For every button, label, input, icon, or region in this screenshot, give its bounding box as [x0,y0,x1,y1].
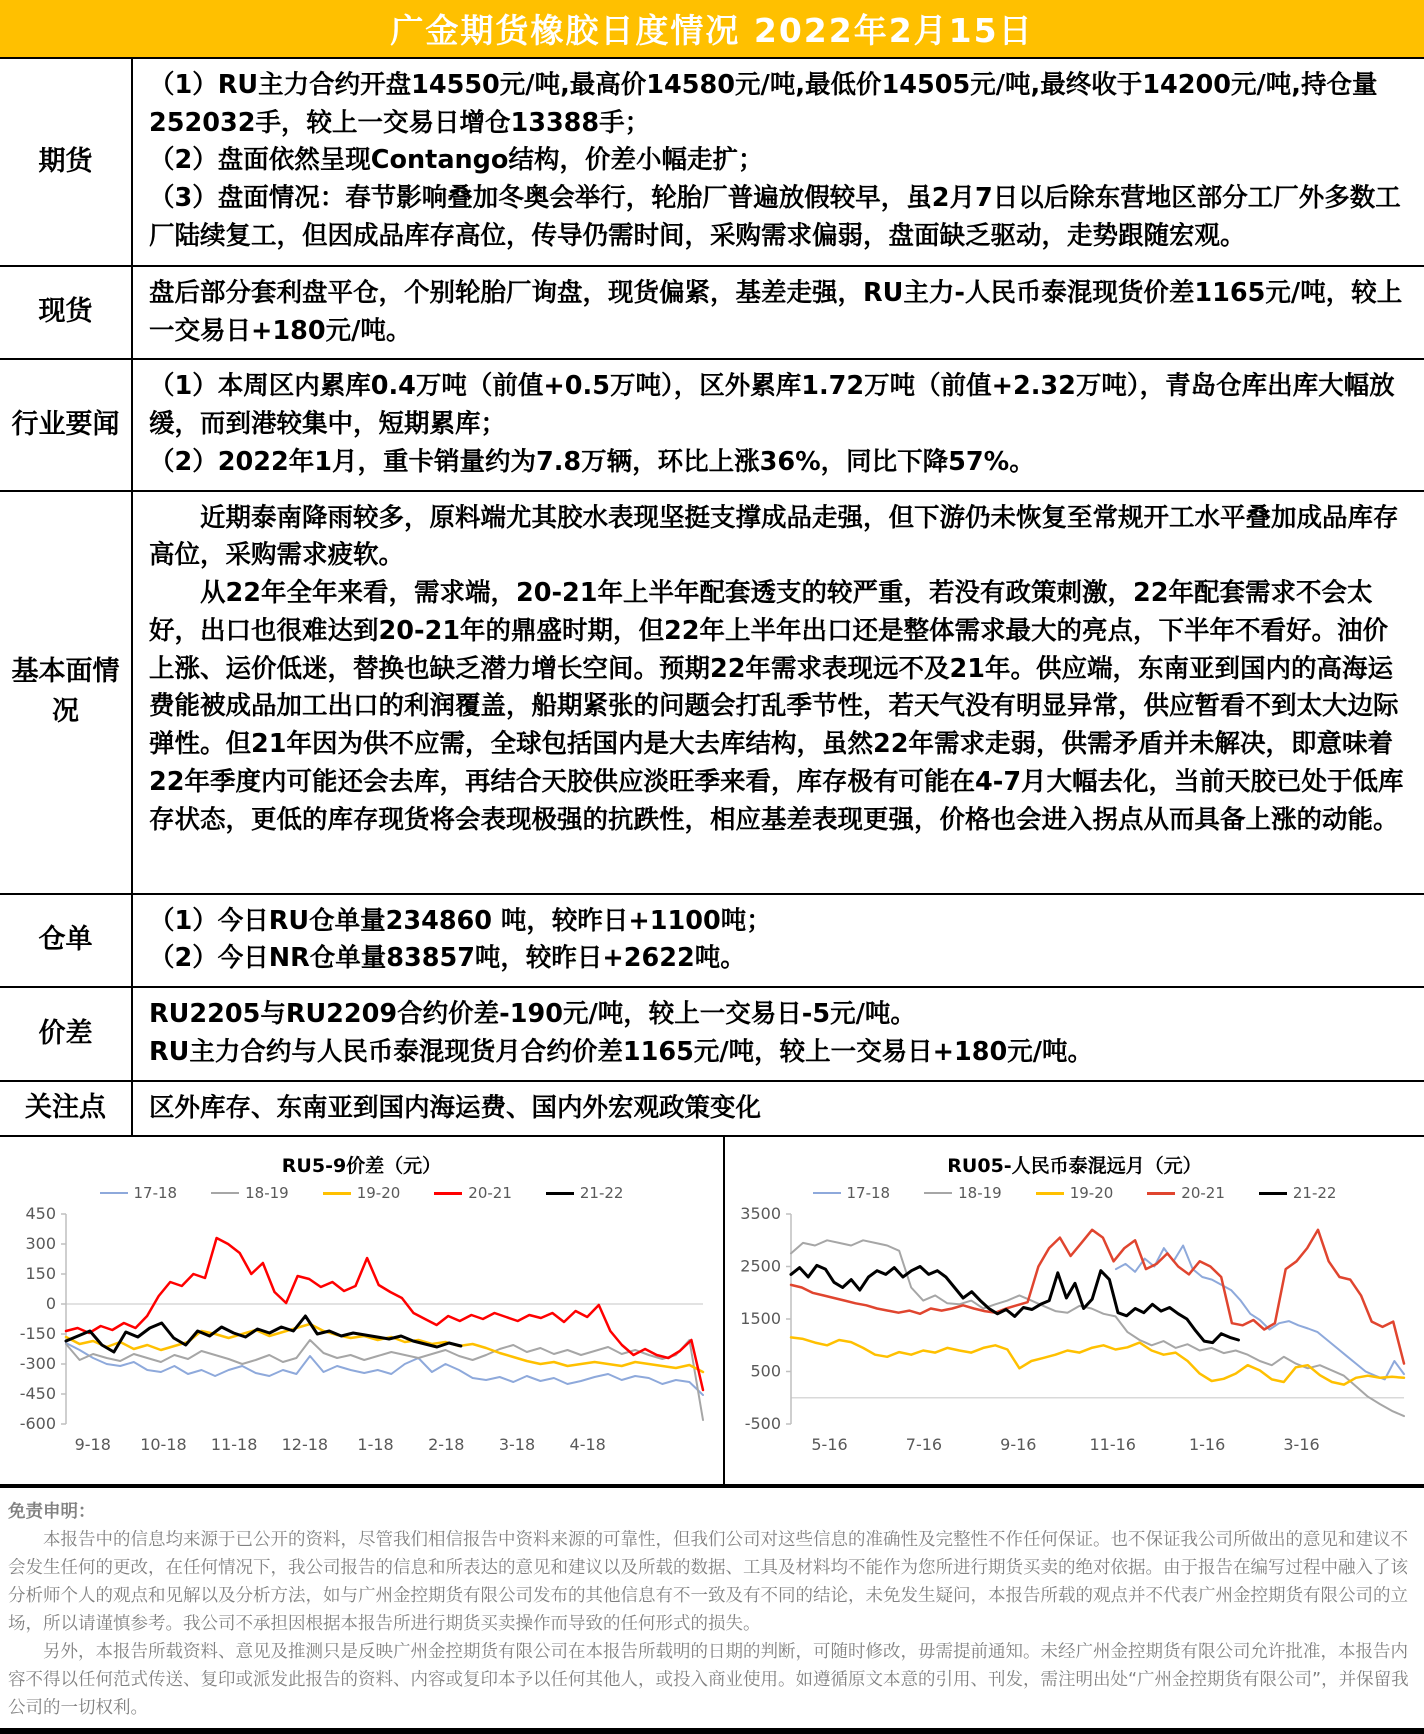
legend-swatch [100,1192,128,1194]
futures-item-2: （2）盘面依然呈现Contango结构，价差小幅走扩； [149,145,764,176]
legend-item-17-18 [100,1184,178,1202]
x-tick-label: 11-16 [1089,1435,1136,1455]
legend-label: 17-18 [846,1184,891,1203]
disclaimer-paragraph-1: 本报告中的信息均来源于已公开的资料，尽管我们相信报告中资料来源的可靠性，但我们公司对这些信息的准确性及完整性不作任何保证。也不保证我公司所做出的意见和建议不会发生任何的更改，在任何情况下，我公司报告的信息和所表达的意见和建议以及所载的数据、工具及材料均不能作为您所进行期货买卖的绝对依据。由于报告在编写过程中融入了该分析师个人的观点和见解以及分析方法，如与广州金控期货有限公司发布的其他信息有不一致及有不同的结论，未免发生疑问，本报告所载的观点并不代表广州金控期货有限公司的立场，所以请谨慎参考。我公司不承担因根据本报告所进行期货买卖操作而导致的任何形式的损失。 [8,1530,1408,1635]
table-row-warehouse-receipts [0,895,1424,988]
y-tick-label: -150 [19,1324,56,1344]
legend-label: 19-20 [1069,1184,1114,1203]
y-tick-label: 450 [25,1206,56,1224]
table-row-focus [0,1082,1424,1138]
x-tick-label: 3-16 [1283,1435,1320,1455]
x-tick-label: 10-18 [140,1435,187,1455]
x-tick-label: 3-18 [498,1435,536,1455]
spread-line-2: RU主力合约与人民币泰混现货月合约价差1165元/吨，较上一交易日+180元/吨。 [149,1036,1094,1067]
disclaimer-section [0,1488,1424,1728]
x-tick-label: 1-16 [1188,1435,1226,1455]
x-tick-label: 9-16 [1000,1435,1037,1455]
report-title-bar [0,0,1424,57]
industry-news-item-2: （2）2022年1月，重卡销量约为7.8万辆，环比上涨36%，同比下降57%。 [149,446,1035,477]
table-row-spread [0,988,1424,1081]
table-row-futures [0,59,1424,267]
y-tick-label: 1500 [740,1309,781,1329]
chart-legend [725,1184,1424,1202]
chart-plot-area [0,1206,717,1458]
row-content-spot [133,267,1424,358]
x-tick-label: 1-18 [357,1435,394,1455]
legend-swatch [813,1192,841,1194]
row-content-futures [133,59,1424,265]
y-tick-label: 2500 [740,1256,781,1276]
legend-label: 20-21 [468,1184,512,1203]
row-label-spot: 现货 [0,267,133,358]
futures-item-3: （3）盘面情况：春节影响叠加冬奥会举行，轮胎厂普遍放假较早，虽2月7日以后除东营地区部分工厂外多数工厂陆续复工，但因成品库存高位，传导仍需时间，采购需求偏弱，盘面缺乏驱动，走势跟随宏观。 [149,183,1401,251]
row-content-industry-news [133,360,1424,489]
row-content-warehouse-receipts [133,895,1424,986]
x-tick-label: 2-18 [428,1435,465,1455]
legend-item-17-18 [813,1184,891,1202]
legend-label: 17-18 [133,1184,178,1203]
y-tick-label: -600 [19,1414,56,1434]
y-tick-label: 300 [25,1234,56,1254]
disclaimer-paragraph-2: 另外，本报告所载资料、意见及推测只是反映广州金控期货有限公司在本报告所载明的日期的判断，可随时修改，毋需提前通知。未经广州金控期货有限公司允许批准，本报告内容不得以任何范式传送、复印或派发此报告的资料、内容或复印本予以任何其他人，或投入商业使用。如遵循原文本意的引用、刊发，需注明出处“广州金控期货有限公司”，并保留我公司的一切权利。 [8,1642,1409,1719]
report-title: 广金期货橡胶日度情况 2022年2月15日 [390,11,1034,50]
disclaimer-heading: 免责申明： [8,1502,96,1523]
legend-item-18-19 [211,1184,289,1202]
x-tick-label: 7-16 [905,1435,943,1455]
report-table [0,57,1424,1137]
row-content-spread [133,988,1424,1079]
legend-label: 18-19 [245,1184,289,1203]
x-tick-label: 12-18 [281,1435,329,1455]
series-line-17-18 [1116,1246,1404,1380]
charts-section [0,1137,1424,1488]
chart-ru05-thai-mixed [725,1137,1424,1484]
chart-title: RU5-9价差（元） [281,1155,442,1178]
y-tick-label: 0 [45,1294,56,1314]
bottom-border-bar [0,1728,1424,1734]
series-line-20-21 [66,1238,703,1390]
row-label-spread: 价差 [0,988,133,1079]
table-row-industry-news [0,360,1424,491]
warehouse-receipts-item-2: （2）今日NR仓单量83857吨，较昨日+2622吨。 [149,943,746,974]
x-tick-label: 4-18 [569,1435,606,1455]
chart-ru5-9-spread [0,1137,725,1484]
series-line-18-19 [791,1241,1404,1417]
y-tick-label: 150 [25,1264,56,1284]
y-tick-label: 500 [750,1361,781,1381]
legend-item-20-21 [1147,1184,1225,1202]
series-line-18-19 [66,1340,703,1420]
chart-legend [0,1184,723,1202]
industry-news-item-1: （1）本周区内累库0.4万吨（前值+0.5万吨），区外累库1.72万吨（前值+2.32万吨），青岛仓库出库大幅放缓，而到港较集中，短期累库； [149,371,1395,440]
warehouse-receipts-item-1: （1）今日RU仓单量234860 吨，较昨日+1100吨； [149,905,772,936]
y-tick-label: -450 [19,1384,56,1404]
table-row-spot [0,267,1424,360]
legend-label: 21-22 [579,1184,624,1203]
spread-line-1: RU2205与RU2209合约价差-190元/吨，较上一交易日-5元/吨。 [149,999,916,1030]
x-tick-label: 9-18 [74,1435,111,1455]
legend-item-19-20 [323,1184,401,1202]
row-label-industry-news: 行业要闻 [0,360,133,489]
y-tick-label: -500 [744,1414,781,1434]
legend-item-19-20 [1036,1184,1114,1202]
legend-swatch [323,1192,351,1195]
legend-swatch [1147,1192,1175,1195]
legend-label: 21-22 [1292,1184,1337,1203]
fundamentals-paragraph-2: 从22年全年来看，需求端，20-21年上半年配套透支的较严重，若没有政策刺激，22年配套需求不会太好，出口也很难达到20-21年的鼎盛时期，但22年上半年出口还是整体需求最大的亮点，下半年不看好。油价上涨、运价低迷，替换也缺乏潜力增长空间。预期22年需求表现远不及21年。供应端，东南亚到国内的高海运费能被成品加工出口的利润覆盖，船期紧张的问题会打乱季节性，若天气没有明显异常，供应暂看不到太大边际弹性。但21年因为供不应需，全球包括国内是大去库结构，虽然22年需求走弱，供需矛盾并未解决，即意味着22年季度内可能还会去库，再结合天胶供应淡旺季来看，库存极有可能在4-7月大幅去化，当前天胶已处于低库存状态，更低的库存现货将会表现极强的抗跌性，相应基差表现更强，价格也会进入拐点从而具备上涨的动能。 [149,578,1404,835]
legend-swatch [1036,1192,1064,1195]
legend-item-20-21 [434,1184,512,1202]
chart-plot-area [725,1206,1418,1458]
x-tick-label: 5-16 [811,1435,848,1455]
legend-swatch [546,1192,574,1195]
x-tick-label: 11-18 [210,1435,258,1455]
series-line-19-20 [791,1338,1404,1385]
row-label-fundamentals: 基本面情况 [0,492,133,893]
row-label-futures: 期货 [0,59,133,265]
spot-text: 盘后部分套利盘平仓，个别轮胎厂询盘，现货偏紧，基差走强，RU主力-人民币泰混现货价差1165元/吨，较上一交易日+180元/吨。 [149,278,1403,346]
legend-item-18-19 [924,1184,1002,1202]
legend-swatch [434,1192,462,1195]
fundamentals-paragraph-1: 近期泰南降雨较多，原料端尤其胶水表现坚挺支撑成品走强，但下游仍未恢复至常规开工水平叠加成品库存高位，采购需求疲软。 [149,502,1399,571]
chart-title: RU05-人民币泰混远月（元） [947,1155,1202,1178]
row-content-focus [133,1082,1424,1136]
legend-label: 20-21 [1181,1184,1225,1203]
legend-item-21-22 [546,1184,624,1202]
legend-swatch [1259,1192,1287,1195]
series-line-20-21 [791,1230,1404,1364]
legend-label: 18-19 [958,1184,1002,1203]
table-row-fundamentals [0,492,1424,895]
row-label-warehouse-receipts: 仓单 [0,895,133,986]
legend-item-21-22 [1259,1184,1337,1202]
row-label-focus: 关注点 [0,1082,133,1136]
legend-swatch [211,1192,239,1194]
futures-item-1: （1）RU主力合约开盘14550元/吨,最高价14580元/吨,最低价14505元/吨,最终收于14200元/吨,持仓量252032手，较上一交易日增仓13388手； [149,70,1378,138]
row-content-fundamentals [133,492,1424,893]
focus-text: 区外库存、东南亚到国内海运费、国内外宏观政策变化 [149,1092,762,1123]
y-tick-label: -300 [19,1354,56,1374]
y-tick-label: 3500 [740,1206,781,1224]
legend-swatch [924,1192,952,1194]
legend-label: 19-20 [356,1184,401,1203]
